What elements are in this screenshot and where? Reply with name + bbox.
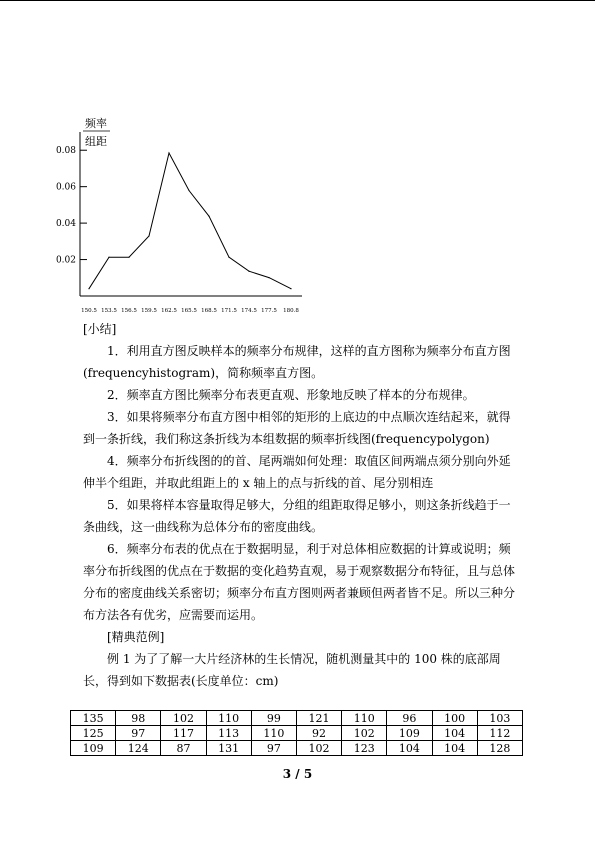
x-tick-label: 174.5 — [241, 308, 257, 314]
y-tick-label: 0.08 — [55, 146, 76, 157]
table-cell: 92 — [296, 726, 341, 741]
chart-axes — [80, 132, 302, 296]
table-cell: 117 — [161, 726, 206, 741]
x-tick-label: 165.5 — [181, 308, 197, 314]
table-cell: 124 — [116, 741, 161, 756]
table-cell: 109 — [71, 741, 116, 756]
table-cell: 104 — [387, 741, 432, 756]
data-table — [70, 710, 523, 756]
table-cell: 125 — [71, 726, 116, 741]
table-cell: 96 — [387, 711, 432, 726]
frequency-polygon-chart — [40, 112, 310, 317]
table-cell: 112 — [477, 726, 522, 741]
chart-line — [88, 152, 291, 289]
table-cell: 121 — [296, 711, 341, 726]
table-cell: 110 — [206, 711, 251, 726]
summary-paragraph-1: 1．利用直方图反映样本的频率分布规律，这样的直方图称为频率分布直方图(frequencyhistogram)，简称频率直方图。 — [83, 344, 511, 380]
y-tick-label: 0.02 — [55, 255, 76, 266]
data-point — [88, 288, 89, 289]
data-point — [128, 257, 129, 258]
table-cell: 128 — [477, 741, 522, 756]
table-cell: 131 — [206, 741, 251, 756]
table-cell: 102 — [342, 726, 387, 741]
table-cell: 98 — [116, 711, 161, 726]
page-number: 3 / 5 — [282, 767, 313, 781]
table-row — [71, 711, 523, 726]
data-point — [148, 235, 149, 236]
summary-paragraph-4: 4．频率分布折线图的的首、尾两端如何处理：取值区间两端点须分别向外延伸半个组距，并取此组距上的 x 轴上的点与折线的首、尾分别相连 — [83, 454, 511, 490]
table-row — [71, 741, 523, 756]
table-cell: 97 — [251, 741, 296, 756]
summary-paragraph-2: 2．频率直方图比频率分布表更直观、形象地反映了样本的分布规律。 — [107, 388, 475, 402]
table-cell: 97 — [116, 726, 161, 741]
x-tick-label: 162.5 — [161, 308, 177, 314]
table-row — [71, 726, 523, 741]
x-tick-label: 180.8 — [283, 308, 299, 314]
table-cell: 113 — [206, 726, 251, 741]
data-point — [108, 257, 109, 258]
table-cell: 104 — [432, 741, 477, 756]
x-tick-label: 168.5 — [201, 308, 217, 314]
table-cell: 123 — [342, 741, 387, 756]
x-tick-label: 156.5 — [121, 308, 137, 314]
example-1-text: 例 1 为了了解一大片经济林的生长情况，随机测量其中的 100 株的底部周长，得到如下数据表(长度单位：cm) — [83, 652, 501, 688]
table-cell: 110 — [342, 711, 387, 726]
y-axis-label-bottom: 组距 — [85, 135, 107, 148]
table-cell: 103 — [477, 711, 522, 726]
summary-paragraph-3: 3．如果将频率分布直方图中相邻的矩形的上底边的中点顺次连结起来，就得到一条折线，我们称这条折线为本组数据的频率折线图(frequencypolygon) — [83, 410, 511, 446]
y-axis-label-top: 频率 — [85, 117, 107, 130]
data-point — [290, 288, 291, 289]
table-cell: 104 — [432, 726, 477, 741]
chart-ticks — [56, 146, 299, 314]
page-top-rule — [0, 0, 595, 1]
table-cell: 100 — [432, 711, 477, 726]
chart-labels — [83, 116, 110, 148]
data-point — [248, 271, 249, 272]
x-tick-label: 153.5 — [101, 308, 117, 314]
y-tick-label: 0.04 — [55, 219, 76, 230]
table-cell: 135 — [71, 711, 116, 726]
x-tick-label: 177.5 — [261, 308, 277, 314]
x-tick-label: 159.5 — [141, 308, 157, 314]
data-point — [268, 277, 269, 278]
summary-heading: [小结] — [83, 322, 117, 336]
table-cell: 109 — [387, 726, 432, 741]
table-cell: 102 — [296, 741, 341, 756]
data-point — [208, 216, 209, 217]
examples-heading: [精典范例] — [107, 630, 165, 644]
table-cell: 102 — [161, 711, 206, 726]
y-tick-label: 0.06 — [55, 182, 76, 193]
summary-paragraph-6: 6．频率分布表的优点在于数据明显，利于对总体相应数据的计算或说明；频率分布折线图的优点在于数据的变化趋势直观，易于观察数据分布特征，且与总体分布的密度曲线关系密切；频率分布直方图则两者兼顾但两者皆不足。所以三种分布方法各有优劣，应需要而运用。 — [83, 542, 516, 622]
table-cell: 87 — [161, 741, 206, 756]
data-point — [188, 190, 189, 191]
x-tick-label: 150.5 — [81, 308, 97, 314]
data-point — [228, 257, 229, 258]
table-cell: 110 — [251, 726, 296, 741]
table-cell: 99 — [251, 711, 296, 726]
x-tick-label: 171.5 — [221, 308, 237, 314]
data-point — [168, 152, 169, 153]
frequency-polyline — [89, 153, 291, 289]
summary-paragraph-5: 5．如果将样本容量取得足够大，分组的组距取得足够小，则这条折线趋于一条曲线，这一曲线称为总体分布的密度曲线。 — [83, 498, 511, 534]
